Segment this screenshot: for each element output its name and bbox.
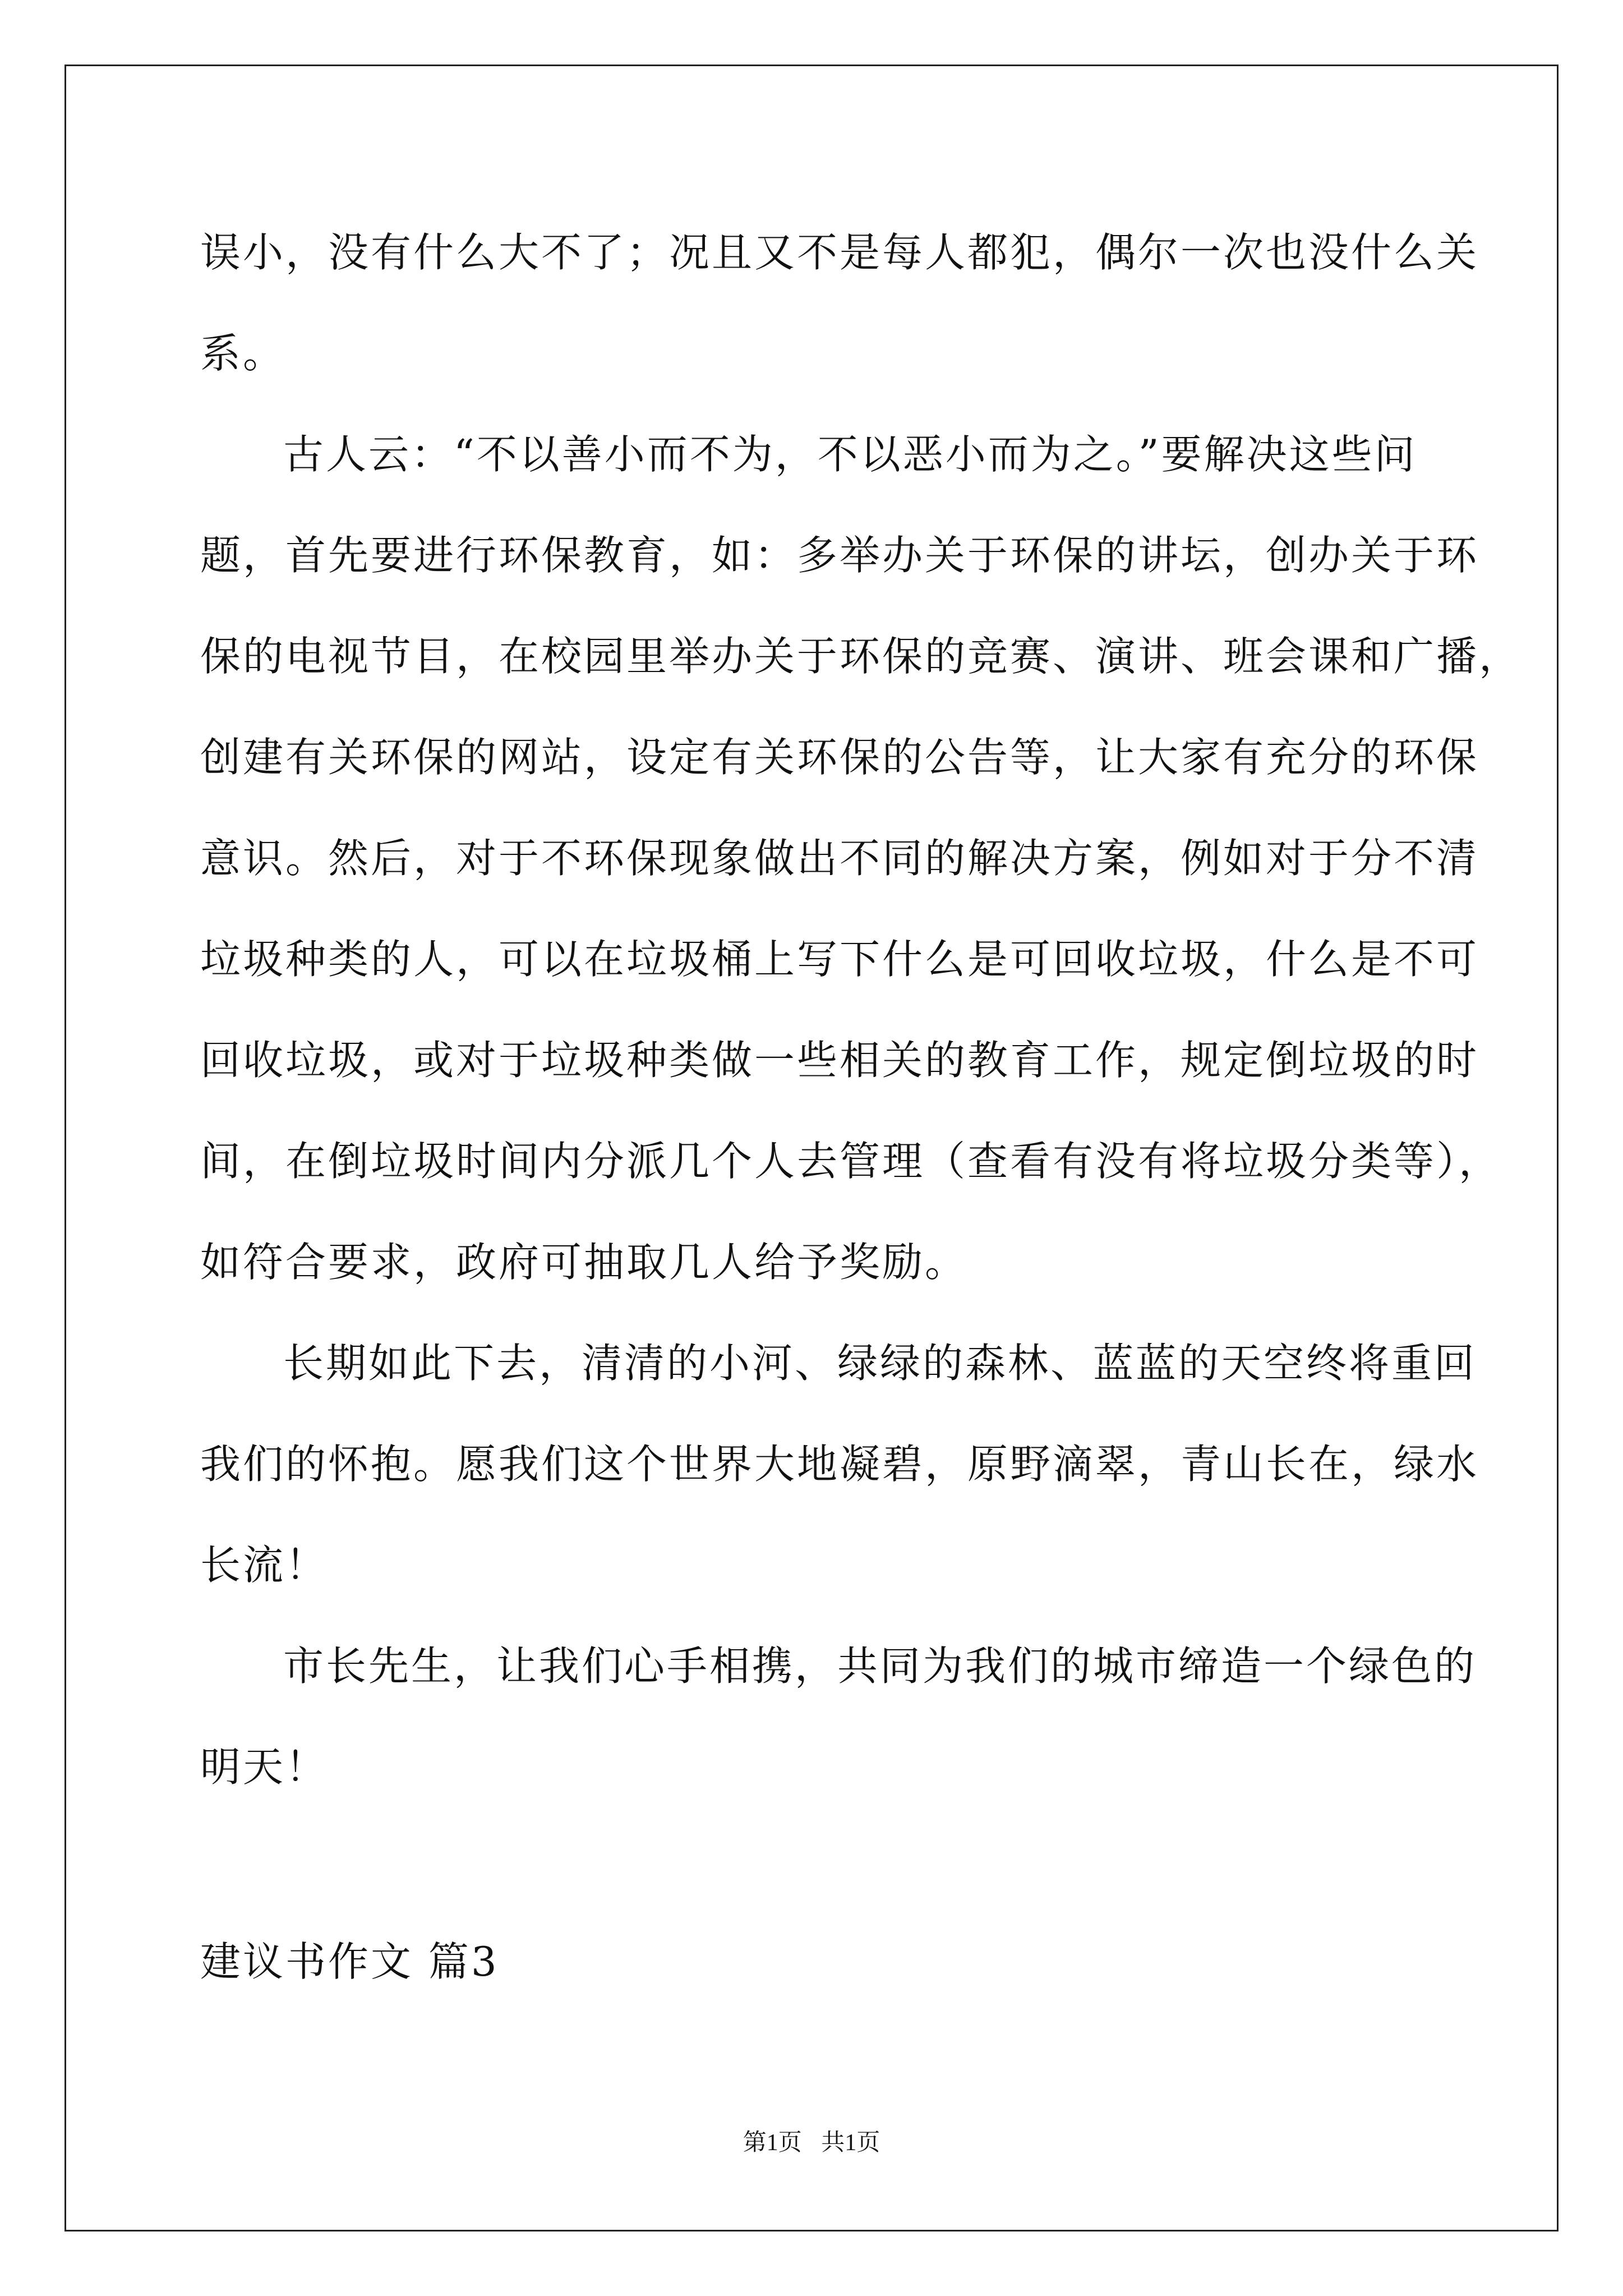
text-line: 市长先生，让我们心手相携，共同为我们的城市缔造一个绿色的 xyxy=(283,1642,1477,1690)
text-line: 意识。然后，对于不环保现象做出不同的解决方案，例如对于分不清 xyxy=(200,835,1479,882)
text-line: 如符合要求，政府可抽取几人给予奖励。 xyxy=(200,1239,968,1286)
text-line: 回收垃圾，或对于垃圾种类做一些相关的教育工作，规定倒垃圾的时 xyxy=(200,1037,1479,1084)
text-line: 系。 xyxy=(200,330,286,377)
text-line: 创建有关环保的网站，设定有关环保的公告等，让大家有充分的环保 xyxy=(200,734,1479,781)
section-heading: 建议书作文 篇3 xyxy=(200,1938,499,1985)
text-line: 垃圾种类的人，可以在垃圾桶上写下什么是可回收垃圾，什么是不可 xyxy=(200,936,1479,983)
text-line: 间，在倒垃圾时间内分派几个人去管理（查看有没有将垃圾分类等）， xyxy=(200,1138,1502,1185)
text-line: 题，首先要进行环保教育，如：多举办关于环保的讲坛，创办关于环 xyxy=(200,532,1479,579)
page-total: 共1页 xyxy=(821,2130,880,2156)
text-line: 古人云：“不以善小而不为，不以恶小而为之。”要解决这些问 xyxy=(283,431,1417,478)
text-line: 明天！ xyxy=(200,1743,329,1791)
page-footer xyxy=(0,2126,1623,2160)
text-line: 保的电视节目，在校园里举办关于环保的竞赛、演讲、班会课和广播， xyxy=(200,633,1522,680)
body-text xyxy=(200,202,1522,1818)
text-line: 误小，没有什么大不了；况且又不是每人都犯，偶尔一次也没什么关 xyxy=(200,229,1479,276)
text-line: 长流！ xyxy=(200,1542,329,1589)
page-number: 第1页 xyxy=(743,2130,802,2156)
text-line: 长期如此下去，清清的小河、绿绿的森林、蓝蓝的天空终将重回 xyxy=(283,1340,1477,1387)
text-line: 我们的怀抱。愿我们这个世界大地凝碧，原野滴翠，青山长在，绿水 xyxy=(200,1441,1479,1488)
